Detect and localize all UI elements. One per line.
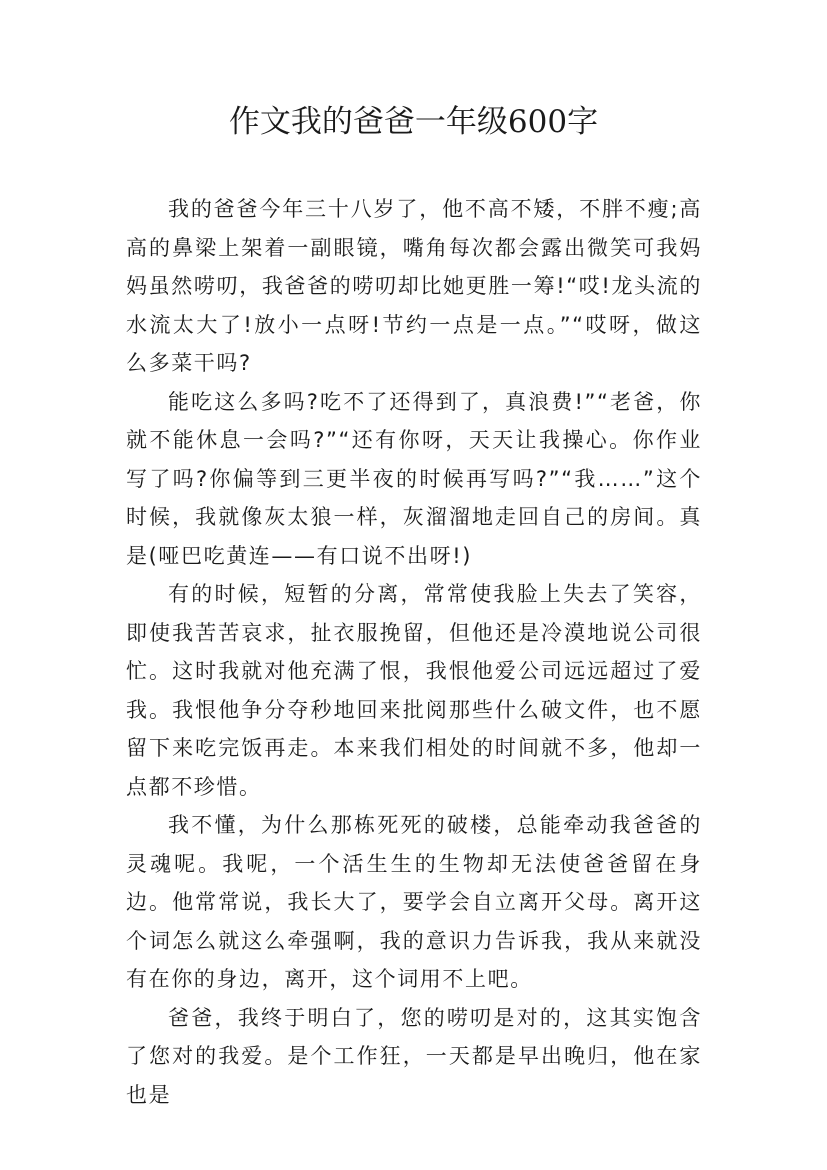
paragraph-5: 爸爸，我终于明白了，您的唠叨是对的，这其实饱含了您对的我爱。是个工作狂，一天都是早出晚归，他在家也是 <box>126 1005 702 1107</box>
paragraph-4: 我不懂，为什么那栋死死的破楼，总能牵动我爸爸的灵魂呢。我呢，一个活生生的生物却无法使爸爸留在身边。他常常说，我长大了，要学会自立离开父母。离开这个词怎么就这么牵强啊，我的意识力告诉我，我从来就没有在你的身边，离开，这个词用不上吧。 <box>126 813 702 991</box>
document-body <box>126 190 702 1114</box>
document-title: 作文我的爸爸一年级600字 <box>228 104 599 140</box>
paragraph-3: 有的时候，短暂的分离，常常使我脸上失去了笑容，即使我苦苦哀求，扯衣服挽留，但他还是冷漠地说公司很忙。这时我就对他充满了恨，我恨他爱公司远远超过了爱我。我恨他争分夺秒地回来批阅那些什么破文件，也不愿留下来吃完饭再走。本来我们相处的时间就不多，他却一点都不珍惜。 <box>126 582 702 799</box>
paragraph-2: 能吃这么多吗?吃不了还得到了，真浪费!”“老爸，你就不能休息一会吗?”“还有你呀，天天让我操心。你作业写了吗?你偏等到三更半夜的时候再写吗?”“我……”这个时候，我就像灰太狼一样，灰溜溜地走回自己的房间。真是(哑巴吃黄连——有口说不出呀!) <box>126 389 702 568</box>
paragraph-1: 我的爸爸今年三十八岁了，他不高不矮，不胖不瘦;高高的鼻梁上架着一副眼镜，嘴角每次都会露出微笑可我妈妈虽然唠叨，我爸爸的唠叨却比她更胜一筹!“哎!龙头流的水流太大了!放小一点呀!节约一点是一点。”“哎呀，做这么多菜干吗? <box>126 197 702 375</box>
